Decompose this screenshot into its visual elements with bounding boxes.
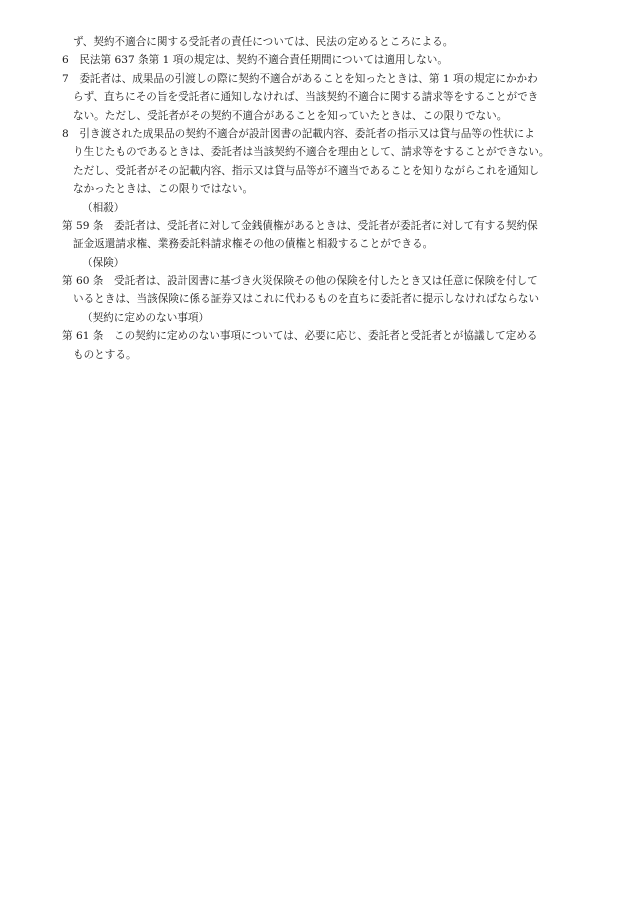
text-line: いるときは、当該保険に係る証券又はこれに代わるものを直ちに委託者に提示しなければならない	[73, 293, 540, 306]
article-caption-offset: （相殺）	[82, 201, 125, 214]
text-line: らず、直ちにその旨を受託者に通知しなければ、当該契約不適合に関する請求等をすることができ	[73, 91, 539, 104]
text-line: ない。ただし、受託者がその契約不適合があることを知っていたときは、この限りでない。	[73, 109, 508, 122]
article-61: 第 61 条 この契約に定めのない事項については、必要に応じ、委託者と受託者とが協議して定める	[62, 330, 538, 343]
text-line: なかったときは、この限りではない。	[73, 183, 254, 196]
text-line: ただし、受託者がその記載内容、指示又は貸与品等が不適当であることを知りながらこれを通知し	[73, 164, 540, 177]
article-60: 第 60 条 受託者は、設計図書に基づき火災保険その他の保険を付したとき又は任意に保険を付して	[62, 275, 538, 288]
text-line: ず、契約不適合に関する受託者の責任については、民法の定めるところによる。	[73, 36, 454, 48]
text-line: 証金返還請求権、業務委託料請求権その他の債権と相殺することができる。	[73, 238, 434, 251]
article-59: 第 59 条 委託者は、受託者に対して金銭債権があるときは、受託者が委託者に対して有する契約保	[62, 219, 538, 232]
text-line: り生じたものであるときは、委託者は当該契約不適合を理由として、請求等をすることができない。	[73, 146, 550, 159]
paragraph-7: 7 委託者は、成果品の引渡しの際に契約不適合があることを知ったときは、第 1 項の規定にかかわ	[62, 72, 538, 85]
document-body	[62, 33, 586, 364]
paragraph-8: 8 引き渡された成果品の契約不適合が設計図書の記載内容、委託者の指示又は貸与品等の性状によ	[62, 127, 535, 140]
article-caption-undefined-matters: （契約に定めのない事項）	[82, 311, 210, 324]
article-caption-insurance: （保険）	[82, 256, 125, 269]
text-line: ものとする。	[73, 348, 137, 361]
paragraph-6: 6 民法第 637 条第 1 項の規定は、契約不適合責任期間については適用しない。	[62, 54, 448, 67]
